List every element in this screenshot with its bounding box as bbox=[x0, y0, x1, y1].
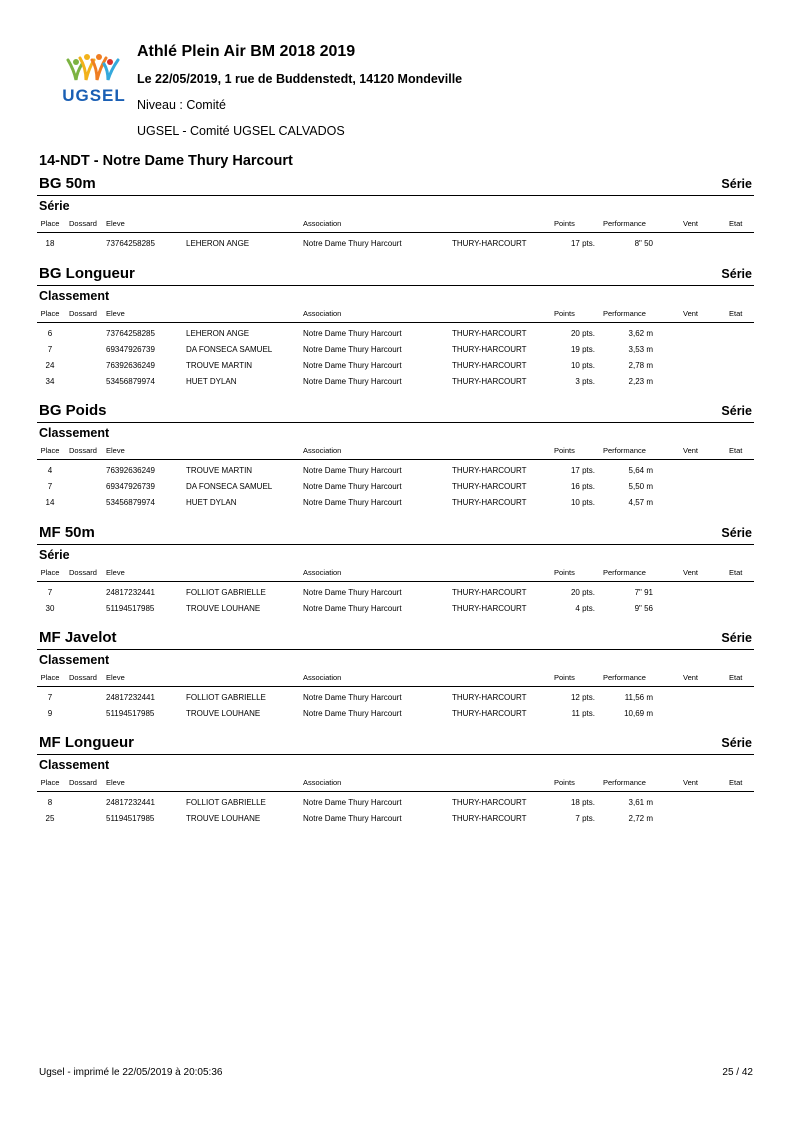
cell-city: THURY-HARCOURT bbox=[452, 709, 527, 718]
cell-points: 18 pts. bbox=[570, 798, 595, 807]
col-performance: Performance bbox=[603, 446, 646, 455]
cell-performance: 2,78 m bbox=[628, 361, 653, 370]
cell-points: 3 pts. bbox=[575, 377, 595, 386]
section-header bbox=[37, 627, 754, 650]
section-name: BG Poids bbox=[39, 402, 107, 419]
column-headers bbox=[37, 565, 754, 582]
cell-points: 12 pts. bbox=[570, 693, 595, 702]
cell-student-id: 24817232441 bbox=[106, 798, 155, 807]
cell-association: Notre Dame Thury Harcourt bbox=[303, 693, 402, 702]
col-etat: Etat bbox=[729, 219, 743, 228]
page-number: 25 / 42 bbox=[722, 1067, 753, 1078]
col-vent: Vent bbox=[683, 219, 699, 228]
event-title: Athlé Plein Air BM 2018 2019 bbox=[137, 43, 356, 60]
result-rows bbox=[37, 792, 754, 827]
col-place: Place bbox=[40, 446, 60, 455]
table-row bbox=[37, 706, 754, 722]
col-association: Association bbox=[303, 673, 342, 682]
event-section bbox=[37, 732, 754, 827]
cell-student-id: 24817232441 bbox=[106, 693, 155, 702]
section-header bbox=[37, 173, 754, 196]
cell-student-name: TROUVE MARTIN bbox=[186, 361, 253, 370]
cell-student-id: 69347926739 bbox=[106, 482, 155, 491]
cell-points: 20 pts. bbox=[570, 588, 595, 597]
col-eleve: Eleve bbox=[106, 309, 125, 318]
cell-student-name: FOLLIOT GABRIELLE bbox=[186, 693, 266, 702]
table-row bbox=[37, 601, 754, 617]
cell-student-id: 73764258285 bbox=[106, 239, 155, 248]
ugsel-logo bbox=[62, 52, 126, 108]
col-performance: Performance bbox=[603, 568, 646, 577]
cell-student-name: HUET DYLAN bbox=[186, 498, 237, 507]
event-section bbox=[37, 173, 754, 252]
cell-place: 9 bbox=[47, 709, 53, 718]
cell-place: 4 bbox=[47, 466, 53, 475]
cell-performance: 3,62 m bbox=[628, 329, 653, 338]
cell-association: Notre Dame Thury Harcourt bbox=[303, 709, 402, 718]
cell-place: 6 bbox=[47, 329, 53, 338]
col-dossard: Dossard bbox=[69, 446, 97, 455]
col-place: Place bbox=[40, 778, 60, 787]
cell-student-id: 53456879974 bbox=[106, 498, 155, 507]
cell-student-id: 51194517985 bbox=[106, 709, 155, 718]
school-title: 14-NDT - Notre Dame Thury Harcourt bbox=[39, 153, 293, 169]
col-vent: Vent bbox=[683, 309, 699, 318]
cell-points: 17 pts. bbox=[570, 466, 595, 475]
table-row bbox=[37, 236, 754, 252]
cell-city: THURY-HARCOURT bbox=[452, 693, 527, 702]
col-points: Points bbox=[554, 778, 575, 787]
section-type: Série bbox=[721, 404, 752, 418]
event-committee: UGSEL - Comité UGSEL CALVADOS bbox=[137, 124, 345, 138]
cell-association: Notre Dame Thury Harcourt bbox=[303, 482, 402, 491]
cell-place: 30 bbox=[45, 604, 55, 613]
table-row bbox=[37, 811, 754, 827]
cell-points: 10 pts. bbox=[570, 498, 595, 507]
section-header bbox=[37, 522, 754, 545]
col-place: Place bbox=[40, 309, 60, 318]
section-name: BG 50m bbox=[39, 175, 96, 192]
cell-city: THURY-HARCOURT bbox=[452, 814, 527, 823]
col-points: Points bbox=[554, 219, 575, 228]
table-row bbox=[37, 479, 754, 495]
col-dossard: Dossard bbox=[69, 568, 97, 577]
cell-performance: 2,23 m bbox=[628, 377, 653, 386]
table-row bbox=[37, 495, 754, 511]
cell-points: 17 pts. bbox=[570, 239, 595, 248]
cell-student-id: 53456879974 bbox=[106, 377, 155, 386]
cell-place: 14 bbox=[45, 498, 55, 507]
cell-student-name: TROUVE LOUHANE bbox=[186, 604, 261, 613]
section-name: MF Longueur bbox=[39, 734, 134, 751]
cell-student-id: 24817232441 bbox=[106, 588, 155, 597]
section-type: Série bbox=[721, 526, 752, 540]
cell-student-name: TROUVE LOUHANE bbox=[186, 814, 261, 823]
section-name: BG Longueur bbox=[39, 265, 135, 282]
column-headers bbox=[37, 443, 754, 460]
cell-performance: 7" 91 bbox=[634, 588, 653, 597]
cell-performance: 2,72 m bbox=[628, 814, 653, 823]
cell-association: Notre Dame Thury Harcourt bbox=[303, 588, 402, 597]
cell-association: Notre Dame Thury Harcourt bbox=[303, 604, 402, 613]
cell-performance: 8" 50 bbox=[634, 239, 653, 248]
event-section bbox=[37, 400, 754, 511]
col-eleve: Eleve bbox=[106, 778, 125, 787]
table-row bbox=[37, 326, 754, 342]
cell-performance: 3,53 m bbox=[628, 345, 653, 354]
event-section bbox=[37, 627, 754, 722]
cell-place: 18 bbox=[45, 239, 55, 248]
col-association: Association bbox=[303, 446, 342, 455]
col-vent: Vent bbox=[683, 778, 699, 787]
col-performance: Performance bbox=[603, 309, 646, 318]
cell-performance: 11,56 m bbox=[624, 693, 653, 702]
section-name: MF 50m bbox=[39, 524, 95, 541]
cell-association: Notre Dame Thury Harcourt bbox=[303, 377, 402, 386]
result-rows bbox=[37, 582, 754, 617]
cell-points: 10 pts. bbox=[570, 361, 595, 370]
cell-student-id: 73764258285 bbox=[106, 329, 155, 338]
col-place: Place bbox=[40, 673, 60, 682]
table-row bbox=[37, 585, 754, 601]
event-section bbox=[37, 522, 754, 617]
section-name: MF Javelot bbox=[39, 629, 117, 646]
event-date-location: Le 22/05/2019, 1 rue de Buddenstedt, 14120 Mondeville bbox=[137, 72, 463, 86]
cell-association: Notre Dame Thury Harcourt bbox=[303, 798, 402, 807]
section-subtitle: Classement bbox=[39, 758, 110, 772]
col-performance: Performance bbox=[603, 778, 646, 787]
cell-association: Notre Dame Thury Harcourt bbox=[303, 466, 402, 475]
result-rows bbox=[37, 687, 754, 722]
table-row bbox=[37, 358, 754, 374]
cell-place: 34 bbox=[45, 377, 55, 386]
col-association: Association bbox=[303, 309, 342, 318]
section-type: Série bbox=[721, 177, 752, 191]
section-type: Série bbox=[721, 267, 752, 281]
cell-place: 7 bbox=[47, 588, 53, 597]
cell-association: Notre Dame Thury Harcourt bbox=[303, 239, 402, 248]
col-eleve: Eleve bbox=[106, 219, 125, 228]
col-vent: Vent bbox=[683, 568, 699, 577]
cell-city: THURY-HARCOURT bbox=[452, 498, 527, 507]
table-row bbox=[37, 795, 754, 811]
cell-student-name: HUET DYLAN bbox=[186, 377, 237, 386]
table-row bbox=[37, 463, 754, 479]
section-header bbox=[37, 400, 754, 423]
cell-city: THURY-HARCOURT bbox=[452, 482, 527, 491]
col-etat: Etat bbox=[729, 309, 743, 318]
cell-student-id: 69347926739 bbox=[106, 345, 155, 354]
col-performance: Performance bbox=[603, 673, 646, 682]
column-headers bbox=[37, 306, 754, 323]
section-type: Série bbox=[721, 631, 752, 645]
col-eleve: Eleve bbox=[106, 568, 125, 577]
section-subtitle: Classement bbox=[39, 426, 110, 440]
col-eleve: Eleve bbox=[106, 673, 125, 682]
cell-city: THURY-HARCOURT bbox=[452, 798, 527, 807]
cell-points: 4 pts. bbox=[575, 604, 595, 613]
section-type: Série bbox=[721, 736, 752, 750]
col-points: Points bbox=[554, 446, 575, 455]
cell-student-id: 51194517985 bbox=[106, 604, 155, 613]
col-dossard: Dossard bbox=[69, 778, 97, 787]
cell-student-name: FOLLIOT GABRIELLE bbox=[186, 798, 266, 807]
col-association: Association bbox=[303, 568, 342, 577]
col-points: Points bbox=[554, 673, 575, 682]
cell-student-name: LEHERON ANGE bbox=[186, 239, 250, 248]
col-vent: Vent bbox=[683, 446, 699, 455]
table-row bbox=[37, 342, 754, 358]
cell-student-name: DA FONSECA SAMUEL bbox=[186, 345, 273, 354]
cell-performance: 10,69 m bbox=[624, 709, 653, 718]
cell-place: 7 bbox=[47, 482, 53, 491]
col-association: Association bbox=[303, 219, 342, 228]
cell-student-name: FOLLIOT GABRIELLE bbox=[186, 588, 266, 597]
column-headers bbox=[37, 775, 754, 792]
cell-place: 24 bbox=[45, 361, 55, 370]
col-place: Place bbox=[40, 219, 60, 228]
col-etat: Etat bbox=[729, 673, 743, 682]
col-dossard: Dossard bbox=[69, 219, 97, 228]
cell-student-name: TROUVE LOUHANE bbox=[186, 709, 261, 718]
cell-association: Notre Dame Thury Harcourt bbox=[303, 498, 402, 507]
cell-points: 20 pts. bbox=[570, 329, 595, 338]
section-subtitle: Classement bbox=[39, 653, 110, 667]
cell-student-id: 51194517985 bbox=[106, 814, 155, 823]
section-subtitle: Série bbox=[39, 199, 70, 213]
col-association: Association bbox=[303, 778, 342, 787]
table-row bbox=[37, 374, 754, 390]
cell-student-name: DA FONSECA SAMUEL bbox=[186, 482, 273, 491]
section-header bbox=[37, 732, 754, 755]
cell-place: 25 bbox=[45, 814, 55, 823]
cell-city: THURY-HARCOURT bbox=[452, 361, 527, 370]
cell-city: THURY-HARCOURT bbox=[452, 345, 527, 354]
cell-city: THURY-HARCOURT bbox=[452, 466, 527, 475]
cell-points: 7 pts. bbox=[575, 814, 595, 823]
cell-performance: 5,50 m bbox=[628, 482, 653, 491]
col-dossard: Dossard bbox=[69, 673, 97, 682]
col-performance: Performance bbox=[603, 219, 646, 228]
cell-student-id: 76392636249 bbox=[106, 466, 155, 475]
cell-city: THURY-HARCOURT bbox=[452, 239, 527, 248]
cell-performance: 3,61 m bbox=[628, 798, 653, 807]
logo-text: UGSEL bbox=[62, 86, 126, 105]
col-vent: Vent bbox=[683, 673, 699, 682]
col-points: Points bbox=[554, 309, 575, 318]
cell-city: THURY-HARCOURT bbox=[452, 604, 527, 613]
cell-performance: 9" 56 bbox=[634, 604, 653, 613]
column-headers bbox=[37, 670, 754, 687]
cell-performance: 4,57 m bbox=[628, 498, 653, 507]
print-info: Ugsel - imprimé le 22/05/2019 à 20:05:36 bbox=[39, 1067, 223, 1078]
col-place: Place bbox=[40, 568, 60, 577]
cell-association: Notre Dame Thury Harcourt bbox=[303, 329, 402, 338]
result-rows bbox=[37, 233, 754, 252]
col-etat: Etat bbox=[729, 778, 743, 787]
col-etat: Etat bbox=[729, 568, 743, 577]
cell-student-name: TROUVE MARTIN bbox=[186, 466, 253, 475]
cell-city: THURY-HARCOURT bbox=[452, 377, 527, 386]
cell-city: THURY-HARCOURT bbox=[452, 329, 527, 338]
column-headers bbox=[37, 216, 754, 233]
cell-city: THURY-HARCOURT bbox=[452, 588, 527, 597]
cell-place: 7 bbox=[47, 693, 53, 702]
cell-association: Notre Dame Thury Harcourt bbox=[303, 345, 402, 354]
event-section bbox=[37, 263, 754, 390]
cell-points: 11 pts. bbox=[571, 709, 595, 718]
cell-points: 16 pts. bbox=[570, 482, 595, 491]
cell-points: 19 pts. bbox=[570, 345, 595, 354]
cell-performance: 5,64 m bbox=[628, 466, 653, 475]
event-level: Niveau : Comité bbox=[137, 98, 226, 112]
col-etat: Etat bbox=[729, 446, 743, 455]
section-subtitle: Série bbox=[39, 548, 70, 562]
cell-association: Notre Dame Thury Harcourt bbox=[303, 361, 402, 370]
section-subtitle: Classement bbox=[39, 289, 110, 303]
cell-place: 7 bbox=[47, 345, 53, 354]
col-dossard: Dossard bbox=[69, 309, 97, 318]
section-header bbox=[37, 263, 754, 286]
result-rows bbox=[37, 323, 754, 390]
cell-student-name: LEHERON ANGE bbox=[186, 329, 250, 338]
cell-association: Notre Dame Thury Harcourt bbox=[303, 814, 402, 823]
cell-student-id: 76392636249 bbox=[106, 361, 155, 370]
col-points: Points bbox=[554, 568, 575, 577]
result-rows bbox=[37, 460, 754, 511]
col-eleve: Eleve bbox=[106, 446, 125, 455]
cell-place: 8 bbox=[47, 798, 53, 807]
table-row bbox=[37, 690, 754, 706]
